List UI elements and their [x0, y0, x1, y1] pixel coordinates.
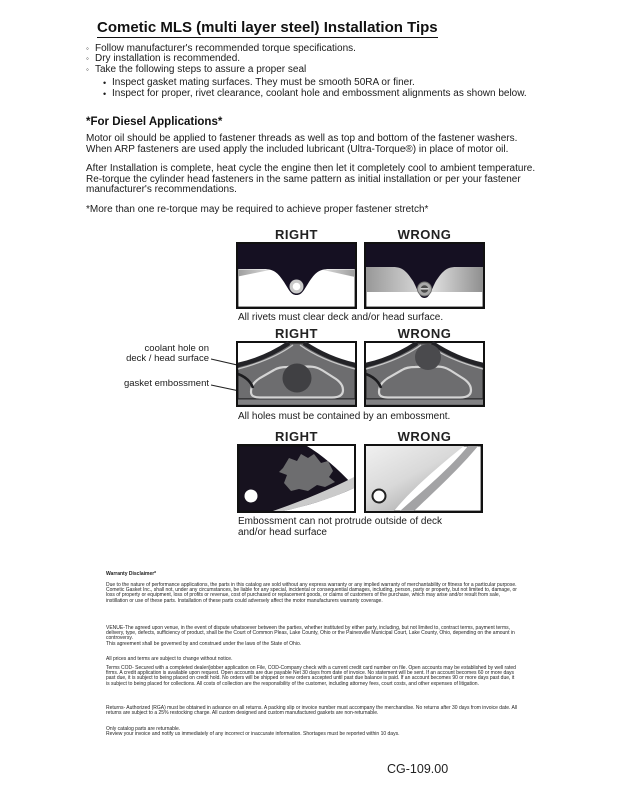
pair3-wrong-label: WRONG: [397, 429, 452, 444]
open-bullet-icon: ◦: [86, 54, 89, 64]
open-bullet-icon: ◦: [86, 64, 89, 74]
bullet-text: Follow manufacturer's recommended torque specifications.: [95, 43, 356, 54]
filled-bullet-icon: •: [103, 88, 107, 99]
gasket-embossment-annotation: gasket embossment: [123, 378, 209, 389]
pair3-caption-line1: Embossment can not protrude outside of deck: [238, 516, 443, 527]
retorque-note: *More than one re-torque may be required to achieve proper fastener stretch*: [86, 204, 429, 215]
pair3-caption-line2: and/or head surface: [238, 527, 327, 538]
diesel-heading: *For Diesel Applications*: [86, 116, 223, 128]
pair1-right-diagram: [236, 242, 357, 309]
returns-paragraph: Returns- Authorized (RGA) must be obtained in advance on all returns. A packing slip or invoice number must accompany the merchandise. No returns after 30 days from invoice date. All returns are subject to a 25% restocking charge. All custom designed and custom manufactured gaskets are non-returnable.: [106, 705, 518, 717]
terms-paragraph: Terms COD- Secured with a completed dealer/jobber application on File, COD-Company check with a current credit card number on file. Open accounts may be established by well rated firms. A credit application is available upon request. Open accounts are due payable Net 30 days from date of invoice. No statement will be sent. If an account becomes 60 or more days past due, it is subject to being placed on credit hold. No orders will be shipped or new orders accepted until past due balance is paid. If an account becomes 90 or more days past due, it is subject to being placed for collections. All costs of collection are the responsibility of the customer, including attorney fees, court costs, and other expenses of litigation.: [106, 665, 516, 687]
filled-bullet-icon: •: [103, 78, 107, 89]
pair1-caption: All rivets must clear deck and/or head surface.: [238, 312, 444, 323]
diesel-paragraph-2: After Installation is complete, heat cycle the engine then let it completely cool to ambient temperature. Re-torque the cylinder head fasteners in the same pattern as initial installation or per your fastener manufacturer's recommendations.: [86, 163, 536, 196]
bullet-text: Inspect gasket mating surfaces. They must be smooth 50RA or finer.: [112, 77, 415, 89]
open-bullet-icon: ◦: [86, 44, 89, 53]
pair1-wrong-label: WRONG: [397, 227, 452, 242]
pair2-wrong-diagram: [364, 341, 485, 407]
bullet-text: Inspect for proper, rivet clearance, coolant hole and embossment alignments as shown below.: [112, 87, 527, 99]
diesel-paragraph-1: Motor oil should be applied to fastener threads as well as top and bottom of the fastener washers. When ARP fasteners are used apply the included lubricant (Ultra-Torque®) in place of motor oil.: [86, 133, 518, 155]
prices-paragraph: All prices and terms are subject to change without notice.: [106, 656, 233, 662]
bullet-text: Dry installation is recommended.: [95, 53, 241, 65]
pair2-caption: All holes must be contained by an embossment.: [238, 411, 451, 422]
pair3-right-label: RIGHT: [275, 429, 318, 444]
warranty-paragraph: Due to the nature of performance applications, the parts in this catalog are sold without any express warranty or any implied warranty of merchantability or fitness for a particular purpose. Cometic Gasket Inc., shall not, under any circumstances, be liable for any special, incidental or consequential damages, including, person, party or property, but not limited to, damage, or loss of property or equipment, loss of profits or revenue, cost of purchased or replacement goods, or claims of customers of the purchase, which may arise and/or result from sale, instillation or use of these parts. Installation of these parts could adversely affect the motor manufacturers warranty coverage.: [106, 582, 517, 604]
warranty-heading: Warranty Disclaimer*: [106, 571, 157, 577]
pair1-right-label: RIGHT: [275, 227, 318, 242]
list-item: [86, 65, 556, 75]
coolant-hole-annotation: coolant hole on deck / head surface: [126, 343, 209, 364]
pair1-wrong-diagram: [364, 242, 485, 309]
pair2-right-diagram: [236, 341, 357, 407]
list-item: [103, 89, 556, 99]
catalog-paragraph: Only catalog parts are returnable. Review your invoice and notify us immediately of any incorrect or inaccurate information. Shortages must be reported within 10 days.: [106, 726, 400, 738]
pair2-wrong-label: WRONG: [397, 326, 452, 341]
venue-paragraph: VENUE-The agreed upon venue, in the event of dispute whatsoever between the parties, whether instituted by either party, including, but not limited to, contract terms, payment terms, delivery, type, defects, sufficiency of product, shall be the Court of Common Pleas, Lake County, Ohio or the Painesville Municipal Court, Lake County, Ohio, depending on the amount in controversy. This agreement shall be governed by and construed under the laws of the State of Ohio.: [106, 625, 515, 647]
bullet-text: Take the following steps to assure a proper seal: [95, 63, 307, 75]
page-title: Cometic MLS (multi layer steel) Installation Tips: [97, 19, 438, 36]
pair2-right-label: RIGHT: [275, 326, 318, 341]
page-code: CG-109.00: [387, 762, 449, 776]
pair3-wrong-diagram: [364, 444, 483, 513]
pair3-right-diagram: [237, 444, 356, 513]
intro-bullet-list: [86, 44, 556, 99]
